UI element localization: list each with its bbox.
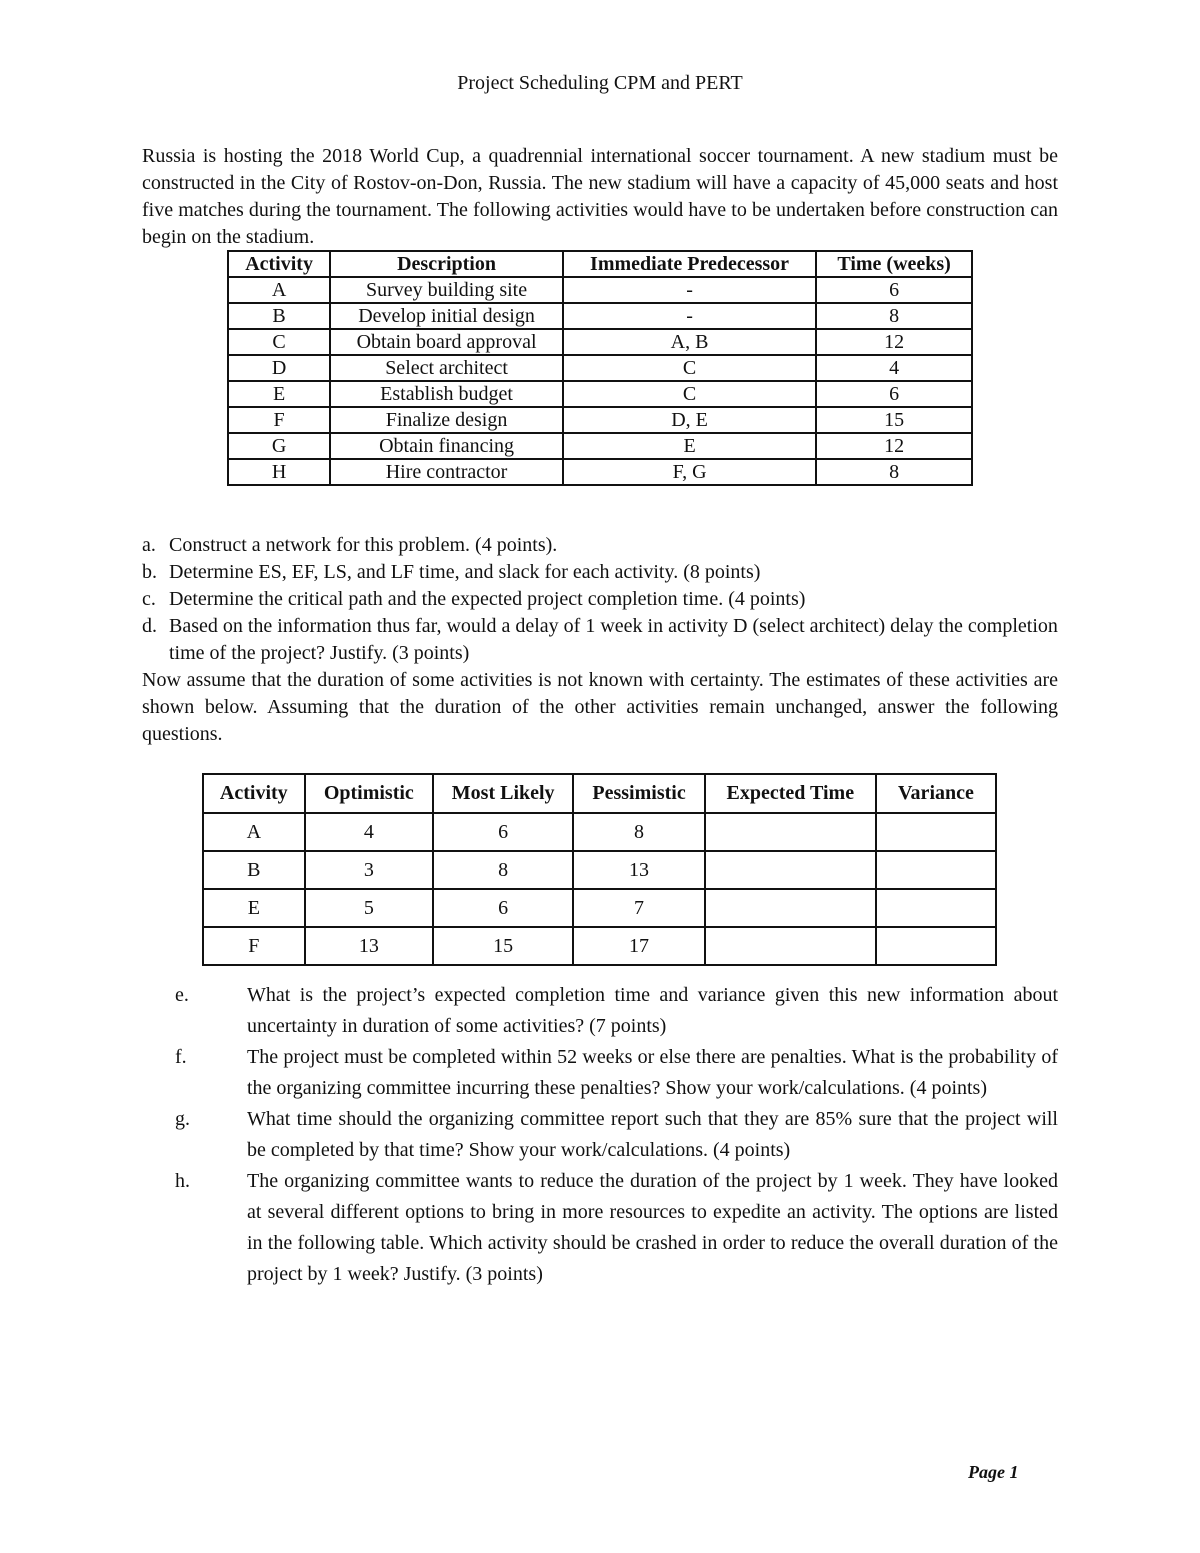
table-header-row	[203, 774, 996, 813]
table-cell: A	[203, 813, 305, 851]
question-label: e.	[175, 984, 189, 1006]
table-cell: E	[203, 889, 305, 927]
table-cell: Survey building site	[330, 277, 563, 303]
question-text: Based on the information thus far, would a delay of 1 week in activity D (select architect) delay the completion time of the project? Justify. (3 points)	[169, 615, 1058, 664]
table-cell	[705, 889, 876, 927]
table-cell: F	[203, 927, 305, 965]
table-cell: 8	[573, 813, 704, 851]
table-row	[228, 329, 972, 355]
table-cell: 6	[433, 889, 573, 927]
column-header: Most Likely	[433, 774, 573, 813]
table-cell: E	[228, 381, 330, 407]
table-cell: F, G	[563, 459, 816, 485]
question-text: The organizing committee wants to reduce the duration of the project by 1 week. They have looked at several different options to bring in more resources to expedite an activity. The options are listed in the following table. Which activity should be crashed in order to reduce the overall duration of the project by 1 week? Justify. (3 points)	[247, 1170, 1058, 1285]
column-header: Immediate Predecessor	[563, 251, 816, 277]
table-row	[228, 355, 972, 381]
time-estimates-table	[202, 773, 997, 966]
table-cell: 3	[305, 851, 433, 889]
column-header: Description	[330, 251, 563, 277]
question-label: a.	[142, 534, 156, 556]
table-cell: C	[563, 355, 816, 381]
column-header: Optimistic	[305, 774, 433, 813]
question-label: g.	[175, 1108, 190, 1130]
table-row	[228, 433, 972, 459]
question-text: What time should the organizing committee report such that they are 85% sure that the project will be completed by that time? Show your work/calculations. (4 points)	[247, 1108, 1058, 1161]
table-cell: 13	[573, 851, 704, 889]
table-cell: G	[228, 433, 330, 459]
table-cell: Obtain board approval	[330, 329, 563, 355]
table-cell: B	[203, 851, 305, 889]
question-item	[142, 613, 1058, 667]
table-cell: H	[228, 459, 330, 485]
table-cell: 6	[816, 381, 972, 407]
table-cell: -	[563, 303, 816, 329]
question-item	[142, 1104, 1058, 1166]
uncertainty-paragraph: Now assume that the duration of some activities is not known with certainty. The estimates of these activities are shown below. Assuming that the duration of the other activities remain unchanged, answer the following questions.	[142, 669, 1058, 745]
table-cell: 15	[433, 927, 573, 965]
question-text: What is the project’s expected completion time and variance given this new information about uncertainty in duration of some activities? (7 points)	[247, 984, 1058, 1037]
question-item	[142, 586, 1058, 613]
table-cell: F	[228, 407, 330, 433]
table-cell: 12	[816, 433, 972, 459]
table-row	[228, 381, 972, 407]
question-item	[142, 1042, 1058, 1104]
question-item	[142, 1166, 1058, 1290]
table-cell	[705, 927, 876, 965]
table-cell	[876, 813, 996, 851]
table-cell: E	[563, 433, 816, 459]
table-cell: C	[563, 381, 816, 407]
question-label: f.	[175, 1046, 187, 1068]
column-header: Expected Time	[705, 774, 876, 813]
table-cell: D, E	[563, 407, 816, 433]
questions-e-h	[142, 980, 1058, 1290]
question-text: The project must be completed within 52 weeks or else there are penalties. What is the probability of the organizing committee incurring these penalties? Show your work/calculations. (4 points)	[247, 1046, 1058, 1099]
table-row	[203, 813, 996, 851]
question-item	[142, 980, 1058, 1042]
table-cell: 4	[816, 355, 972, 381]
table-cell: B	[228, 303, 330, 329]
table-cell: C	[228, 329, 330, 355]
page-title: Project Scheduling CPM and PERT	[457, 72, 743, 94]
table-row	[228, 303, 972, 329]
column-header: Pessimistic	[573, 774, 704, 813]
table-cell: 4	[305, 813, 433, 851]
table-cell	[876, 927, 996, 965]
table-cell: 8	[433, 851, 573, 889]
question-label: b.	[142, 561, 157, 583]
table-cell: A, B	[563, 329, 816, 355]
table-header-row	[228, 251, 972, 277]
table-row	[203, 889, 996, 927]
table-cell: 8	[816, 303, 972, 329]
table-row	[228, 459, 972, 485]
question-text: Construct a network for this problem. (4 points).	[169, 534, 558, 556]
table-cell: 8	[816, 459, 972, 485]
table-cell: 7	[573, 889, 704, 927]
table-cell: 17	[573, 927, 704, 965]
table-cell: 6	[433, 813, 573, 851]
question-text: Determine ES, EF, LS, and LF time, and slack for each activity. (8 points)	[169, 561, 761, 583]
question-label: h.	[175, 1170, 190, 1192]
table-row	[228, 277, 972, 303]
question-text: Determine the critical path and the expected project completion time. (4 points)	[169, 588, 806, 610]
column-header: Activity	[228, 251, 330, 277]
table-cell: 13	[305, 927, 433, 965]
column-header: Time (weeks)	[816, 251, 972, 277]
page-number: Page 1	[968, 1462, 1019, 1482]
activities-table	[227, 250, 973, 486]
table-cell: 6	[816, 277, 972, 303]
table-cell: A	[228, 277, 330, 303]
question-item	[142, 532, 1058, 559]
intro-paragraph: Russia is hosting the 2018 World Cup, a quadrennial international soccer tournament. A new stadium must be constructed in the City of Rostov-on-Don, Russia. The new stadium will have a capacity of 45,000 seats and host five matches during the tournament. The following activities would have to be undertaken before construction can begin on the stadium.	[142, 145, 1058, 248]
table-cell: Select architect	[330, 355, 563, 381]
table-cell	[876, 889, 996, 927]
question-label: c.	[142, 588, 156, 610]
table-cell: Hire contractor	[330, 459, 563, 485]
table-cell: Obtain financing	[330, 433, 563, 459]
table-cell: D	[228, 355, 330, 381]
table-row	[228, 407, 972, 433]
question-item	[142, 559, 1058, 586]
table-cell: 15	[816, 407, 972, 433]
table-row	[203, 851, 996, 889]
column-header: Activity	[203, 774, 305, 813]
table-cell: 12	[816, 329, 972, 355]
table-cell	[705, 813, 876, 851]
table-cell: -	[563, 277, 816, 303]
questions-a-d	[142, 532, 1058, 667]
table-cell: Establish budget	[330, 381, 563, 407]
table-cell: Develop initial design	[330, 303, 563, 329]
table-cell	[705, 851, 876, 889]
table-cell	[876, 851, 996, 889]
table-cell: Finalize design	[330, 407, 563, 433]
column-header: Variance	[876, 774, 996, 813]
question-label: d.	[142, 615, 157, 637]
table-row	[203, 927, 996, 965]
table-cell: 5	[305, 889, 433, 927]
